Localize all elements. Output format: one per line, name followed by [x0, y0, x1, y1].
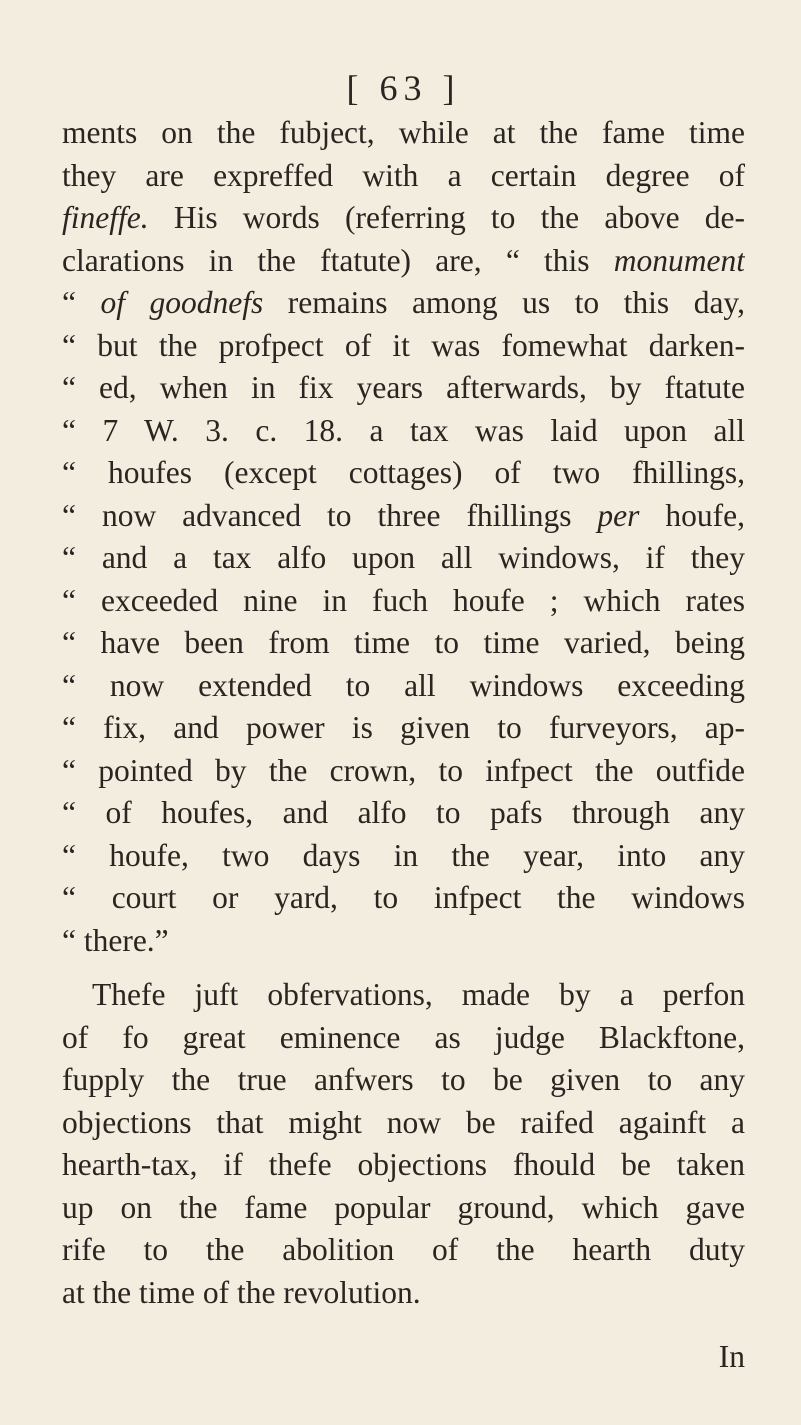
text-line: fupply the true anfwers to be given to any	[62, 1062, 745, 1097]
text-line: “ have been from time to time varied, being	[62, 625, 745, 660]
text-line: up on the fame popular ground, which gave	[62, 1189, 745, 1225]
text-line: ments on the fubject, while at the fame time	[62, 115, 745, 150]
text-line: “ court or yard, to infpect the windows	[62, 880, 745, 915]
text-line: at the time of the revolution.	[62, 1274, 421, 1310]
text-line: “ ed, when in fix years afterwards, by ftatute	[62, 370, 745, 405]
text-line: “ of goodnefs remains among us to this day,	[62, 285, 745, 320]
text-line: “ exceeded nine in fuch houfe ; which rates	[62, 582, 745, 618]
text-line: “ now advanced to three fhillings per houfe,	[62, 497, 745, 533]
text-line: objections that might now be raifed againft a	[62, 1104, 745, 1140]
text-line: “ houfe, two days in the year, into any	[62, 837, 745, 873]
text-line: “ of houfes, and alfo to pafs through any	[62, 795, 745, 830]
body-text	[62, 112, 745, 1314]
text-line: hearth-tax, if thefe objections fhould be taken	[62, 1147, 745, 1182]
text-line: “ but the profpect of it was fomewhat darken-	[62, 327, 745, 363]
paragraph-gap	[62, 962, 745, 974]
text-line: “ pointed by the crown, to infpect the outfide	[62, 752, 745, 788]
text-line: of fo great eminence as judge Blackftone,	[62, 1019, 745, 1055]
page-number: [ 63 ]	[346, 68, 461, 108]
text-line: fineffe. His words (referring to the above de-	[62, 200, 745, 235]
text-line: “ there.”	[62, 922, 169, 958]
text-line: they are expreffed with a certain degree of	[62, 157, 745, 193]
text-line: “ now extended to all windows exceeding	[62, 667, 745, 703]
text-line: “ fix, and power is given to furveyors, ap-	[62, 710, 745, 745]
text-line: “ houfes (except cottages) of two fhillings,	[62, 455, 745, 490]
text-line: rife to the abolition of the hearth duty	[62, 1232, 745, 1267]
text-line: Thefe juft obfervations, made by a perfon	[92, 977, 745, 1012]
text-line: “ and a tax alfo upon all windows, if they	[62, 540, 745, 575]
catchword: In	[718, 1339, 745, 1374]
text-line: clarations in the ftatute) are, “ this monument	[62, 242, 745, 278]
text-line: “ 7 W. 3. c. 18. a tax was laid upon all	[62, 412, 745, 448]
